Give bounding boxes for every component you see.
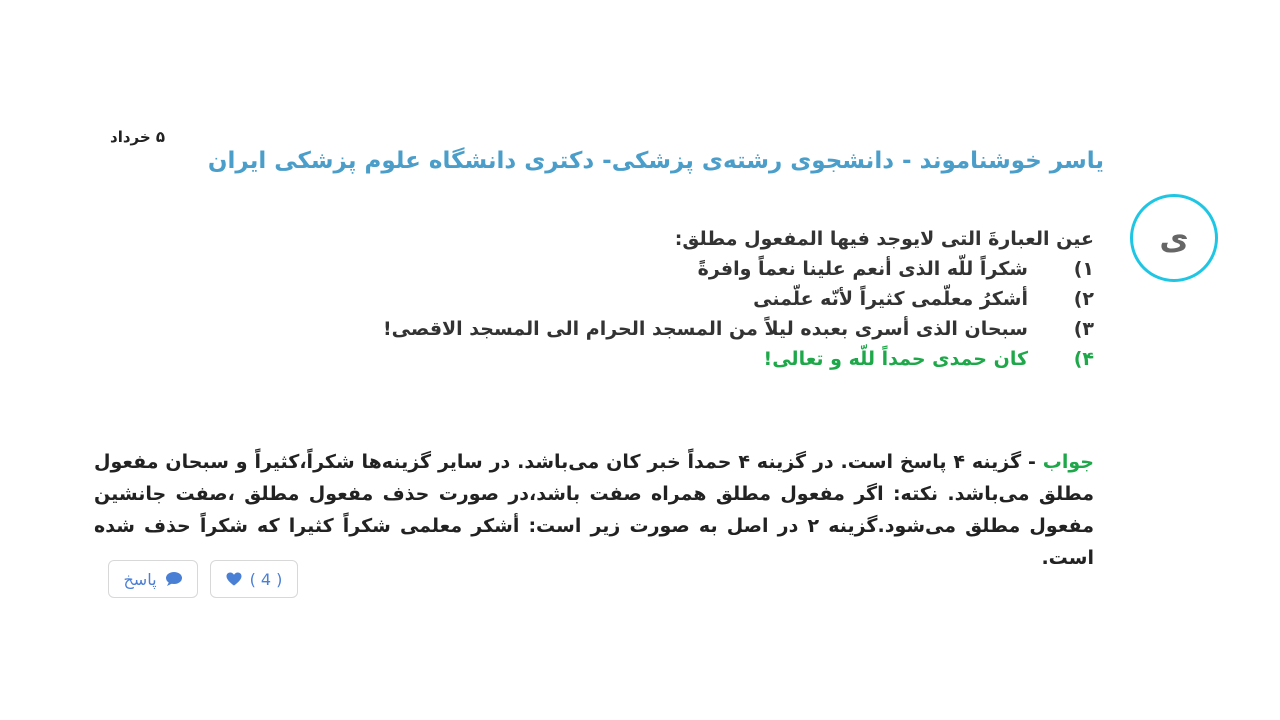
option-number: ۱) — [1073, 258, 1094, 280]
option-text: شکراً للّه الذی أنعم علینا نعماً وافرةً — [697, 258, 1028, 280]
option-text: سبحان الذی أسری بعبده لیلاً من المسجد الحرام الی المسجد الاقصی! — [382, 318, 1028, 340]
avatar-letter: ی — [1159, 219, 1189, 257]
option-number: ۴) — [1073, 348, 1094, 370]
option-number: ۳) — [1073, 318, 1094, 340]
option-number: ۲) — [1073, 288, 1094, 310]
option-3 — [383, 314, 1094, 344]
like-button[interactable] — [210, 560, 298, 598]
question-block — [383, 224, 1094, 374]
chat-bubble-icon — [165, 571, 183, 587]
answer-block — [94, 446, 1094, 574]
author-name[interactable]: یاسر خوشناموند - دانشجوی رشته‌ی پزشکی- دکتری دانشگاه علوم پزشکی ایران — [207, 148, 1104, 174]
post-date: ۵ خرداد — [110, 128, 166, 146]
reply-button[interactable] — [108, 560, 198, 598]
answer-text: - گزینه ۴ پاسخ است. در گزینه ۴ حمداً خبر کان می‌باشد. در سایر گزینه‌ها شکراً،کثیراً و سبحان مفعول مطلق می‌باشد. نکته: اگر مفعول مطلق همراه صفت باشد،در صورت حذف مفعول مطلق ،صفت جانشین مفعول مطلق می‌شود.گزینه ۲ در اصل به صورت زیر است: أشکر معلمی شکراً کثیرا که شکراً حذف شده است. — [94, 451, 1094, 569]
option-2 — [383, 284, 1094, 314]
question-prompt: عین العبارةَ التی لایوجد فیها المفعول مطلق: — [674, 228, 1094, 250]
answer-label: جواب — [1042, 451, 1094, 473]
option-text: أشکرُ معلّمی کثیراً لأنّه علّمنی — [753, 288, 1028, 310]
heart-icon — [226, 572, 242, 586]
option-text: کان حمدی حمداً للّه و تعالی! — [763, 348, 1028, 370]
post-actions — [108, 560, 298, 598]
like-count: ( 4 ) — [249, 569, 283, 589]
option-4-correct — [383, 344, 1094, 374]
option-1 — [383, 254, 1094, 284]
reply-label: پاسخ — [123, 569, 157, 589]
avatar[interactable] — [1130, 194, 1218, 282]
